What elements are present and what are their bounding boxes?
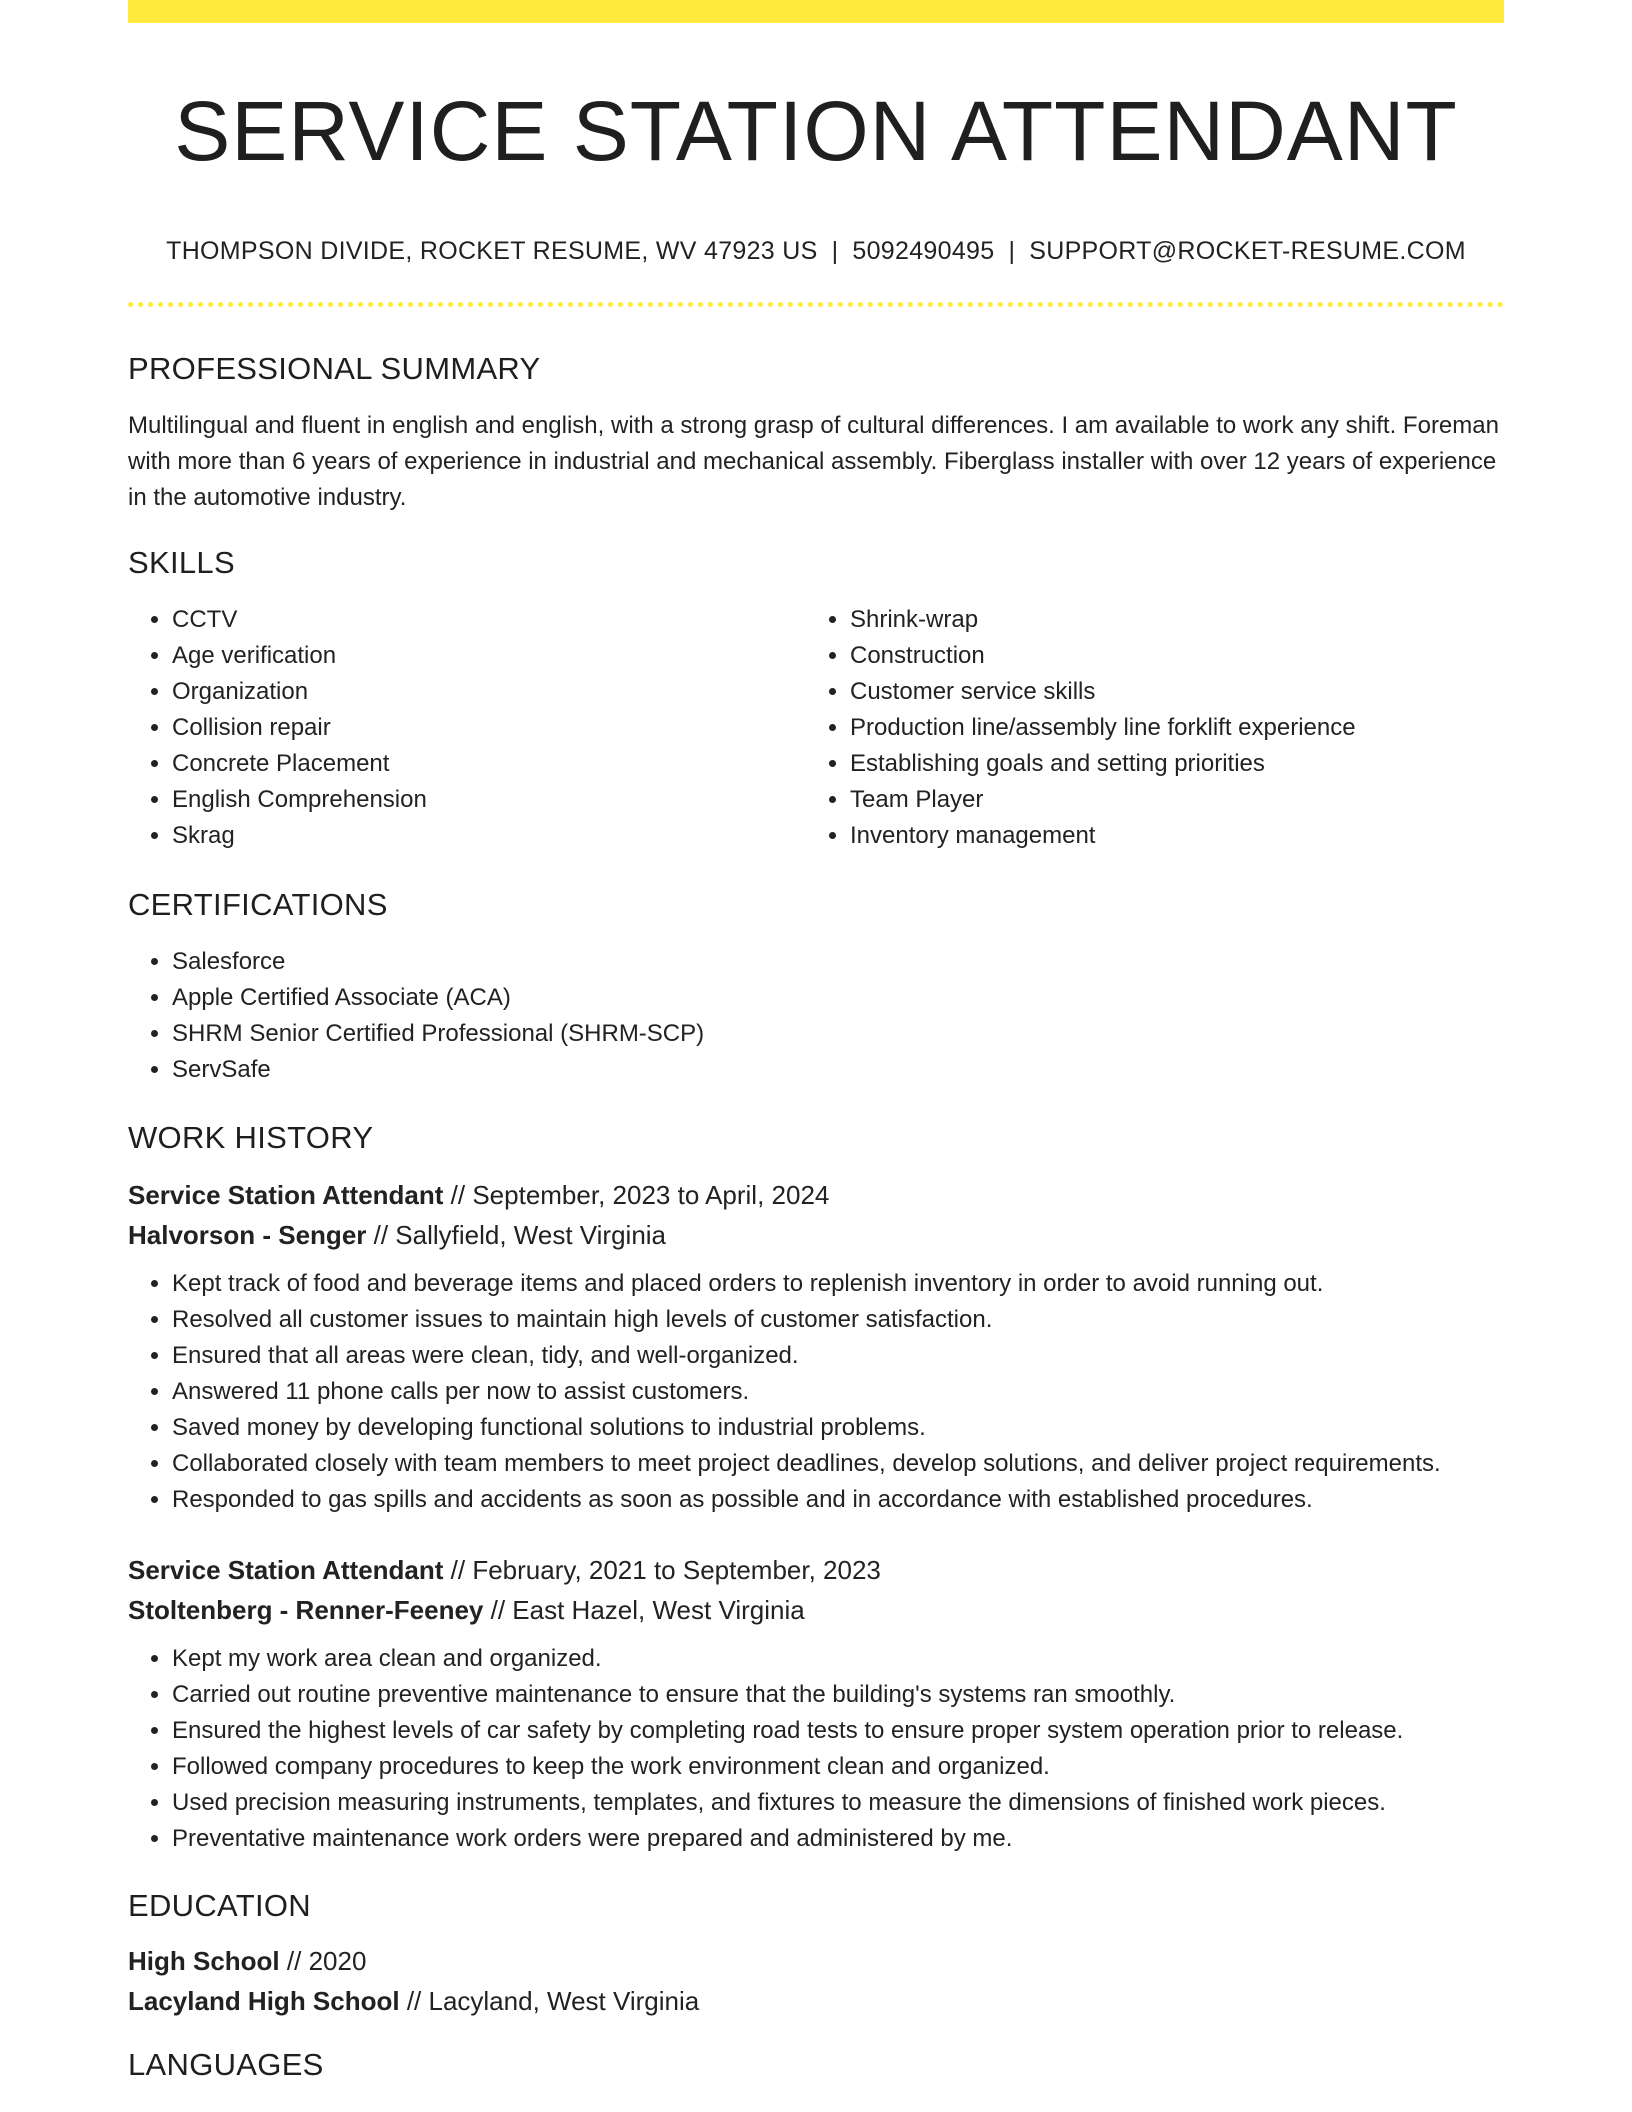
job-bullet: • Ensured the highest levels of car safety by completing road tests to ensure proper system operation prior to release. [172, 1713, 1504, 1749]
education-school: Lacyland High School [128, 1986, 400, 2017]
education-school-line [128, 1981, 1504, 2021]
work-history-heading: WORK HISTORY [128, 1120, 374, 1156]
job-title: Service Station Attendant [128, 1180, 444, 1211]
skill-item: • Collision repair [172, 710, 806, 746]
job-company-line [128, 1590, 1504, 1630]
resume-name: SERVICE STATION ATTENDANT [174, 84, 1458, 178]
languages-heading: LANGUAGES [128, 2047, 324, 2083]
skill-item: • Age verification [172, 638, 806, 674]
job-title-line [128, 1175, 1504, 1215]
job-bullet: • Responded to gas spills and accidents as soon as possible and in accordance with established procedures. [172, 1482, 1504, 1518]
job-company-line [128, 1215, 1504, 1255]
skill-item: • English Comprehension [172, 782, 806, 818]
job-bullets [128, 1266, 1504, 1518]
top-accent-bar [128, 0, 1504, 23]
job-bullet: • Kept my work area clean and organized. [172, 1641, 1504, 1677]
certifications-list [128, 944, 1504, 1088]
skill-item: • Organization [172, 674, 806, 710]
job-title: Service Station Attendant [128, 1555, 444, 1586]
job-location: // East Hazel, West Virginia [483, 1595, 805, 1626]
education-year: // 2020 [279, 1946, 367, 1977]
contact-separator: | [831, 237, 839, 266]
certification-item: • SHRM Senior Certified Professional (SHRM-SCP) [172, 1016, 1504, 1052]
job-bullets [128, 1641, 1504, 1857]
education-degree: High School [128, 1946, 280, 1977]
education-degree-line [128, 1941, 1504, 1981]
summary-text: Multilingual and fluent in english and english, with a strong grasp of cultural differences. I am available to work any shift. Foreman with more than 6 years of experience in industrial and mechanical assembly. Fiberglass installer with over 12 years of experience in the automotive industry. [128, 412, 1499, 512]
job-company: Halvorson - Senger [128, 1220, 367, 1251]
skill-item: • Inventory management [850, 818, 1484, 854]
job-company: Stoltenberg - Renner-Feeney [128, 1595, 484, 1626]
certification-item: • Apple Certified Associate (ACA) [172, 980, 1504, 1016]
certification-item: • ServSafe [172, 1052, 1504, 1088]
dotted-divider [128, 302, 1504, 307]
skill-item: • Construction [850, 638, 1484, 674]
job-bullet: • Resolved all customer issues to maintain high levels of customer satisfaction. [172, 1302, 1504, 1338]
skill-item: • Team Player [850, 782, 1484, 818]
certifications-heading: CERTIFICATIONS [128, 887, 388, 923]
job-entry [128, 1550, 1504, 1857]
job-bullet: • Used precision measuring instruments, templates, and fixtures to measure the dimensions of finished work pieces. [172, 1785, 1504, 1821]
skill-item: • Skrag [172, 818, 806, 854]
skill-item: • Establishing goals and setting priorities [850, 746, 1484, 782]
job-title-line [128, 1550, 1504, 1590]
contact-address: THOMPSON DIVIDE, ROCKET RESUME, WV 47923 US [166, 237, 818, 266]
skill-item: • Production line/assembly line forklift experience [850, 710, 1484, 746]
job-dates: // September, 2023 to April, 2024 [443, 1180, 830, 1211]
contact-email: SUPPORT@ROCKET-RESUME.COM [1029, 237, 1466, 266]
skill-item: • Customer service skills [850, 674, 1484, 710]
contact-line [128, 237, 1504, 266]
job-bullet: • Ensured that all areas were clean, tidy, and well-organized. [172, 1338, 1504, 1374]
job-bullet: • Followed company procedures to keep the work environment clean and organized. [172, 1749, 1504, 1785]
job-bullet: • Carried out routine preventive maintenance to ensure that the building's systems ran smoothly. [172, 1677, 1504, 1713]
resume-page [128, 0, 1504, 2083]
contact-phone: 5092490495 [852, 237, 995, 266]
skill-item: • Concrete Placement [172, 746, 806, 782]
skills-column-right [806, 602, 1484, 854]
summary-heading: PROFESSIONAL SUMMARY [128, 351, 541, 387]
skills-list [128, 602, 1504, 854]
education-entry [128, 1941, 1504, 2021]
job-bullet: • Collaborated closely with team members to meet project deadlines, develop solutions, and deliver project requirements. [172, 1446, 1504, 1482]
job-dates: // February, 2021 to September, 2023 [443, 1555, 881, 1586]
job-location: // Sallyfield, West Virginia [366, 1220, 667, 1251]
skill-item: • Shrink-wrap [850, 602, 1484, 638]
skills-column-left [128, 602, 806, 854]
education-location: // Lacyland, West Virginia [399, 1986, 700, 2017]
job-entry [128, 1175, 1504, 1518]
job-bullet: • Answered 11 phone calls per now to assist customers. [172, 1374, 1504, 1410]
skills-heading: SKILLS [128, 545, 235, 581]
job-bullet: • Kept track of food and beverage items and placed orders to replenish inventory in order to avoid running out. [172, 1266, 1504, 1302]
job-bullet: • Preventative maintenance work orders were prepared and administered by me. [172, 1821, 1504, 1857]
contact-separator: | [1008, 237, 1016, 266]
education-heading: EDUCATION [128, 1888, 311, 1924]
skill-item: • CCTV [172, 602, 806, 638]
certification-item: • Salesforce [172, 944, 1504, 980]
job-bullet: • Saved money by developing functional solutions to industrial problems. [172, 1410, 1504, 1446]
